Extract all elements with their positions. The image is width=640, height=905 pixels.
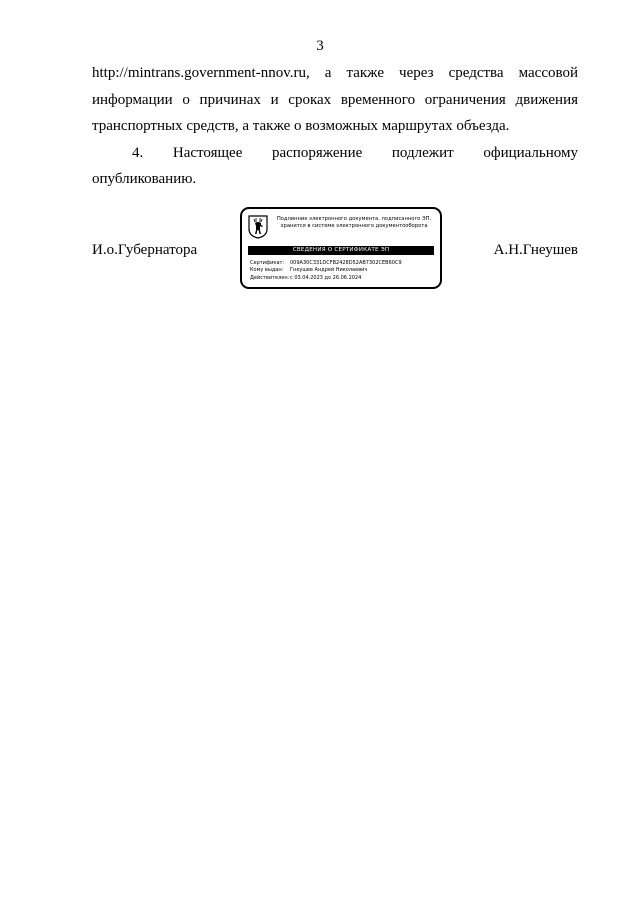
- text-line: 4. Настоящее распоряжение подлежит официальному: [132, 144, 578, 161]
- text-line: http://mintrans.government-nnov.ru, а также через средства массовой: [92, 65, 578, 81]
- stamp-header-line: Подлинник электронного документа, подписанного ЭП,: [276, 216, 432, 222]
- text-line: опубликованию.: [92, 171, 197, 187]
- paragraph-4: [92, 140, 578, 193]
- page-number: 3: [316, 38, 324, 54]
- issued-to-row: [250, 267, 436, 274]
- valid-value: с 03.04.2023 до 26.06.2024: [290, 274, 362, 281]
- certificate-value: 009A30C331DCFB2428D52AB7302CEB60C9: [290, 260, 402, 266]
- nizhny-novgorod-deer-emblem-icon: [248, 215, 268, 239]
- text-line: транспортных средств, а также о возможных маршрутах объезда.: [92, 118, 510, 134]
- issued-to-value: Гнеушев Андрей Николаевич: [290, 267, 368, 274]
- valid-row: [250, 275, 436, 282]
- stamp-header-line: хранится в системе электронного документооборота: [280, 223, 428, 229]
- document-body: [92, 60, 578, 193]
- text-line: информации о причинах и сроках временного ограничения движения: [92, 91, 578, 108]
- electronic-signature-stamp: [240, 207, 442, 289]
- stamp-banner: СВЕДЕНИЯ О СЕРТИФИКАТЕ ЭП: [248, 246, 434, 255]
- valid-label: Действителен:: [250, 274, 290, 281]
- signer-name: А.Н.Гнеушев: [493, 242, 578, 258]
- paragraph-continuation: [92, 60, 578, 140]
- stamp-header: [272, 216, 436, 230]
- certificate-details: [250, 260, 436, 282]
- signer-title: И.о.Губернатора: [92, 242, 198, 258]
- issued-to-label: Кому выдан:: [250, 267, 284, 274]
- certificate-label: Сертификат:: [250, 260, 285, 266]
